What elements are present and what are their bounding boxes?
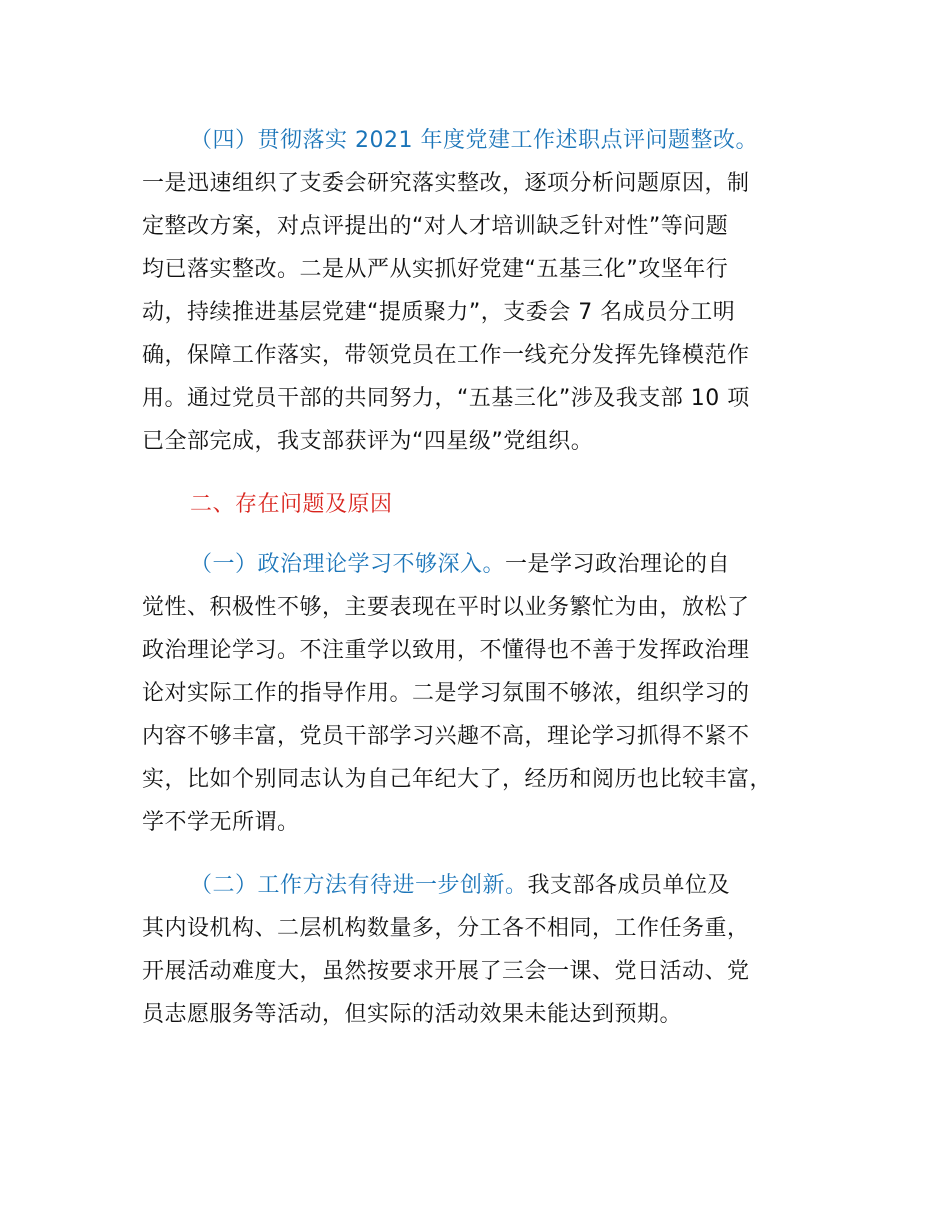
paragraph-line: 用。通过党员干部的共同努力，“五基三化”涉及我支部 10 项 <box>142 386 750 411</box>
paragraph-line: 已全部完成，我支部获评为“四星级”党组织。 <box>142 429 594 454</box>
item1-heading: （一）政治理论学习不够深入。 <box>190 552 506 577</box>
paragraph-line: 其内设机构、二层机构数量多，分工各不相同，工作任务重， <box>142 916 750 941</box>
paragraph-line: 一是迅速组织了支委会研究落实整改，逐项分析问题原因，制 <box>142 171 750 196</box>
paragraph-line: 动，持续推进基层党建“提质聚力”，支委会 7 名成员分工明 <box>142 300 736 325</box>
item1-first-line <box>190 550 730 580</box>
paragraph-line: 确，保障工作落实，带领党员在工作一线充分发挥先锋模范作 <box>142 343 750 368</box>
item2-first-line <box>190 871 730 901</box>
paragraph-line: 觉性、积极性不够，主要表现在平时以业务繁忙为由，放松了 <box>142 595 750 620</box>
paragraph-line: 内容不够丰富，党员干部学习兴趣不高，理论学习抓得不紧不 <box>142 724 750 749</box>
paragraph-line: 开展活动难度大，虽然按要求开展了三会一课、党日活动、党 <box>142 959 750 984</box>
item2-first-line-text: 我支部各成员单位及 <box>527 873 731 898</box>
paragraph-line: 员志愿服务等活动，但实际的活动效果未能达到预期。 <box>142 1002 683 1027</box>
paragraph-line: 定整改方案，对点评提出的“对人才培训缺乏针对性”等问题 <box>142 214 729 239</box>
item1-first-line-text: 一是学习政治理论的自 <box>505 552 731 577</box>
section4-heading: （四）贯彻落实 2021 年度党建工作述职点评问题整改。 <box>190 128 758 153</box>
paragraph-line: 均已落实整改。二是从严从实抓好党建“五基三化”攻坚年行 <box>142 257 729 282</box>
paragraph-line: 政治理论学习。不注重学以致用，不懂得也不善于发挥政治理 <box>142 638 750 663</box>
paragraph-line: 学不学无所谓。 <box>142 810 300 835</box>
item2-heading: （二）工作方法有待进一步创新。 <box>190 873 528 898</box>
paragraph-line: 实，比如个别同志认为自己年纪大了，经历和阅历也比较丰富， <box>142 767 773 792</box>
section-title: 二、存在问题及原因 <box>190 492 393 517</box>
paragraph-line: 论对实际工作的指导作用。二是学习氛围不够浓，组织学习的 <box>142 681 750 706</box>
